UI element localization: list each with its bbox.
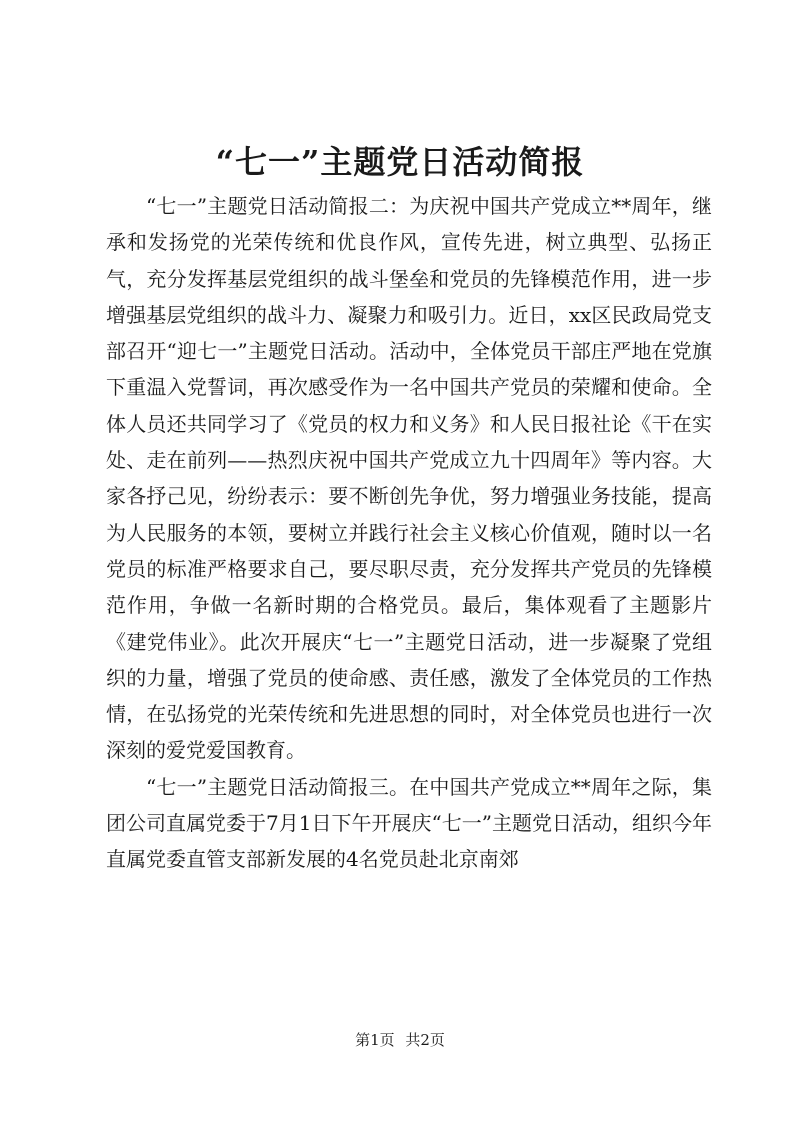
body-text [106,188,712,878]
page-title: “七一”主题党日活动简报 [215,143,585,181]
paragraph-1: “七一”主题党日活动简报二：为庆祝中国共产党成立**周年，继承和发扬党的光荣传统和优良作风，宣传先进，树立典型、弘扬正气，充分发挥基层党组织的战斗堡垒和党员的先锋模范作用，进一步增强基层党组织的战斗力、凝聚力和吸引力。近日，xx区民政局党支部召开“迎七一”主题党日活动。活动中，全体党员干部庄严地在党旗下重温入党誓词，再次感受作为一名中国共产党员的荣耀和使命。全体人员还共同学习了《党员的权力和义务》和人民日报社论《干在实处、走在前列——热烈庆祝中国共产党成立九十四周年》等内容。大家各抒己见，纷纷表示：要不断创先争优，努力增强业务技能，提高为人民服务的本领，要树立并践行社会主义核心价值观，随时以一名党员的标准严格要求自己，要尽职尽责，充分发挥共产党员的先锋模范作用，争做一名新时期的合格党员。最后，集体观看了主题影片《建党伟业》。此次开展庆“七一”主题党日活动，进一步凝聚了党组织的力量，增强了党员的使命感、责任感，激发了全体党员的工作热情，在弘扬党的光荣传统和先进思想的同时，对全体党员也进行一次深刻的爱党爱国教育。 [106,194,712,763]
page-number: 第1页 [355,1031,395,1049]
page-footer [0,1030,800,1050]
page-total: 共2页 [405,1031,445,1049]
paragraph-2: “七一”主题党日活动简报三。在中国共产党成立**周年之际，集团公司直属党委于7月1日下午开展庆“七一”主题党日活动，组织今年直属党委直管支部新发展的4名党员赴北京南郊 [106,774,712,872]
